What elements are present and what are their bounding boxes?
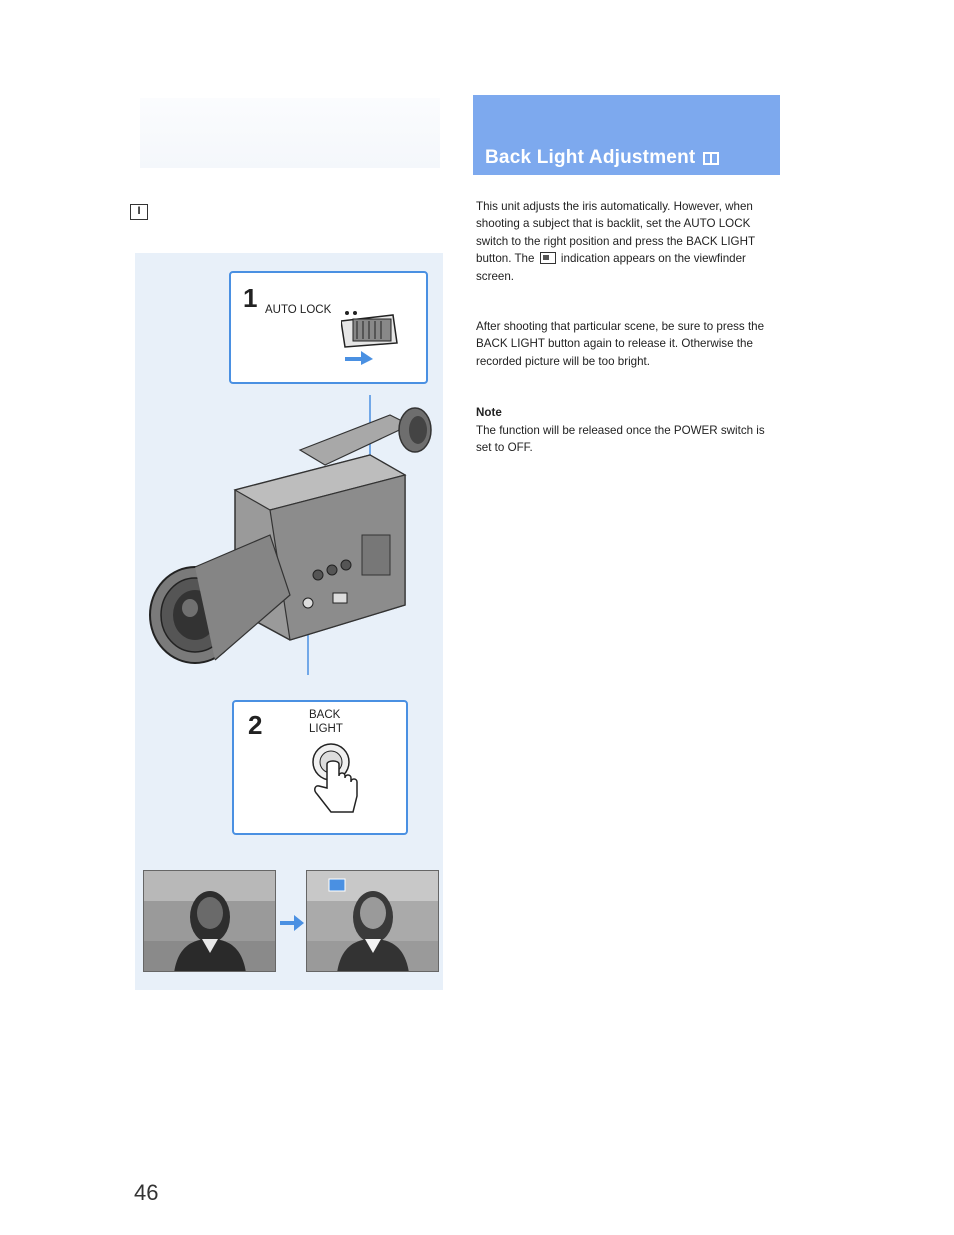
photo-before	[143, 870, 276, 972]
auto-lock-label: AUTO LOCK	[265, 304, 332, 316]
step-2-number: 2	[248, 710, 263, 740]
step-1-number: 1	[243, 283, 258, 313]
arrow-right-icon	[278, 909, 306, 937]
section-title: Back Light Adjustment	[485, 147, 696, 168]
paragraph-1-text-a: This unit adjusts the iris automatically. However, when shooting a subject that is backlit, set the AUTO LOCK switch to the right position and press the BACK LIGHT button. The	[476, 200, 755, 266]
step-1-box	[229, 271, 428, 384]
camcorder-illustration-icon	[140, 395, 440, 675]
page-number: 46	[134, 1180, 159, 1205]
paragraph-1	[476, 198, 778, 285]
step-2-box	[232, 700, 408, 835]
paragraph-2: After shooting that particular scene, be sure to press the BACK LIGHT button again to release it. Otherwise the recorded picture will be too bright.	[476, 320, 765, 368]
section-title-wrap	[485, 147, 719, 169]
photo-after	[306, 870, 439, 972]
section-marker: I	[130, 204, 148, 220]
paragraph-1-text-b: indication appears on the viewfinder screen.	[476, 252, 746, 283]
back-light-label-line1: BACK	[309, 709, 341, 721]
back-light-button-press-icon	[309, 740, 369, 832]
auto-lock-switch-icon	[341, 303, 401, 365]
back-light-label	[309, 708, 343, 736]
section-header	[473, 95, 780, 175]
back-light-label-line2: LIGHT	[309, 723, 343, 735]
note-text: The function will be released once the POWER switch is set to OFF.	[476, 424, 765, 455]
faint-header-block	[140, 98, 440, 168]
camera-mode-icon	[703, 152, 719, 165]
backlight-indicator-icon	[540, 252, 556, 264]
note-heading: Note	[476, 406, 502, 419]
